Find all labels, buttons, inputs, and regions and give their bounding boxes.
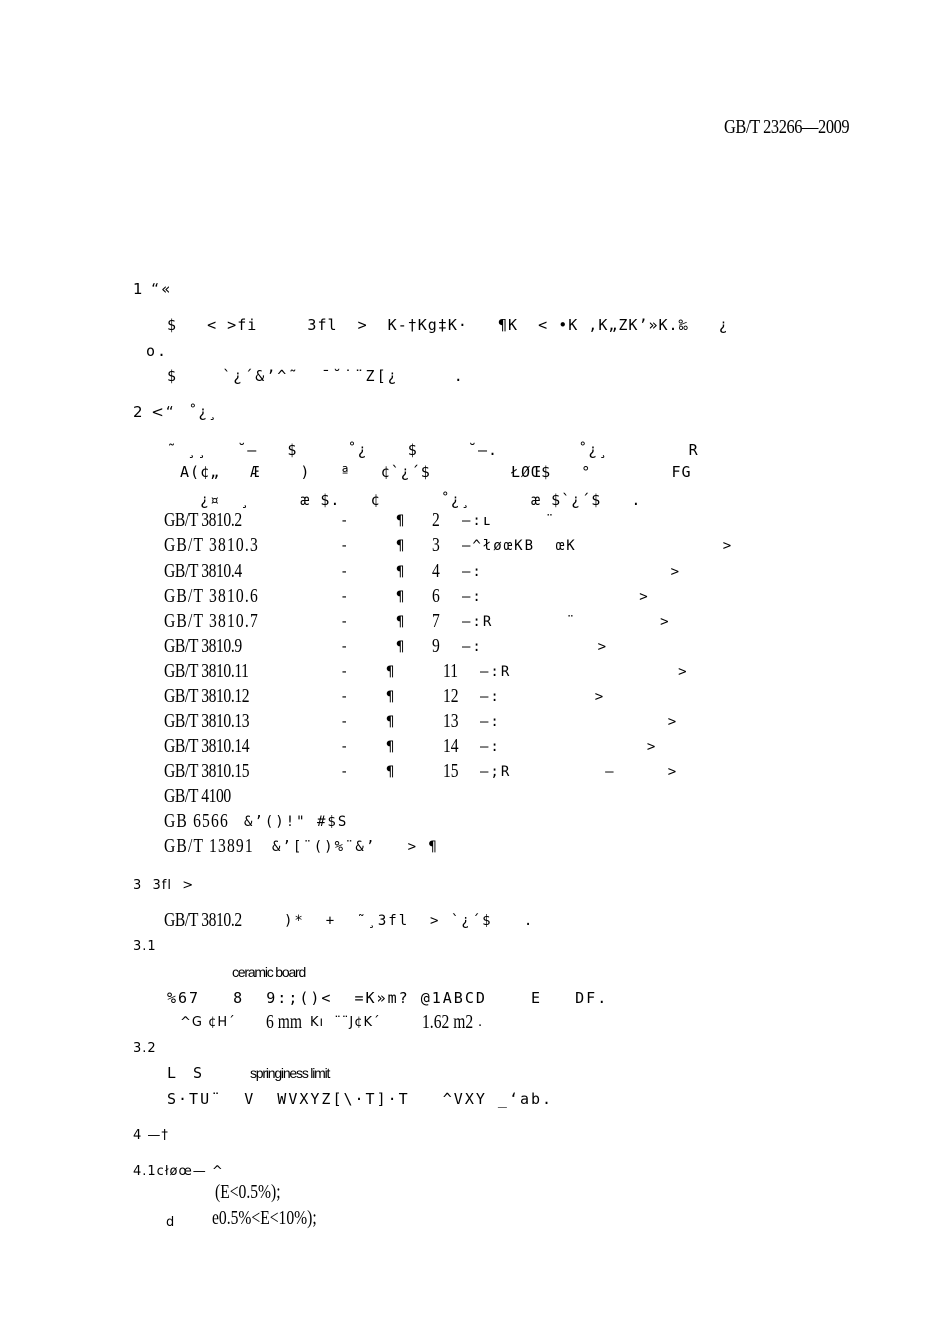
reference-title: —:ʟ ¨ bbox=[462, 513, 556, 529]
section-1-line-2: o. bbox=[146, 342, 169, 360]
reference-part: 13 bbox=[443, 710, 459, 732]
reference-dash: - bbox=[340, 664, 351, 680]
reference-part: 3 bbox=[432, 534, 440, 556]
reference-title: —: > bbox=[480, 714, 679, 730]
reference-code: GB/T 3810.6 bbox=[164, 585, 259, 607]
classification-item-2-prefix: d bbox=[166, 1215, 176, 1230]
reference-dash: - bbox=[340, 639, 351, 655]
reference-part: 6 bbox=[432, 585, 440, 607]
reference-dash: - bbox=[340, 739, 351, 755]
section-4-heading: 4 —† bbox=[133, 1128, 169, 1143]
reference-code: GB/T 3810.11 bbox=[164, 660, 249, 682]
term-definition-end: . bbox=[478, 1015, 484, 1030]
reference-dash: - bbox=[340, 689, 351, 705]
reference-dash: - bbox=[340, 513, 351, 529]
reference-code: GB/T 3810.15 bbox=[164, 760, 250, 782]
section-3-heading: 3 3fl > bbox=[133, 878, 195, 893]
reference-dash: - bbox=[340, 614, 351, 630]
term-definition-2b: Kı ¨¨J¢K´ bbox=[310, 1015, 381, 1030]
section-3-intro-code: GB/T 3810.2 bbox=[164, 909, 242, 931]
section-1-line-1: $ < >fi 3fl > K‐†Kg‡K· ¶K < •K ,K„ZK’»K.‰ ¿ bbox=[167, 316, 729, 334]
reference-code: GB/T 3810.4 bbox=[164, 560, 242, 582]
reference-code: GB/T 3810.2 bbox=[164, 509, 242, 531]
reference-part: 2 bbox=[432, 509, 440, 531]
reference-part: 14 bbox=[443, 735, 459, 757]
reference-title: —: > bbox=[480, 689, 606, 705]
reference-para: ¶ bbox=[396, 639, 407, 655]
reference-dash: - bbox=[340, 764, 351, 780]
reference-code: GB/T 3810.9 bbox=[164, 635, 242, 657]
term-definition-2a: ^G ¢H´ bbox=[180, 1015, 236, 1030]
reference-part: 7 bbox=[432, 610, 440, 632]
reference-part: 15 bbox=[443, 760, 459, 782]
section-2-intro-1: ˜ ¸¸ ˘— $ ˚¿ $ ˘—. ˚¿¸ R bbox=[167, 441, 699, 459]
term-definition: S·TU¨ V WVXYZ[\·T]·T ^VXY _‘ab. bbox=[167, 1090, 554, 1108]
reference-para: ¶ bbox=[386, 689, 397, 705]
reference-code: GB/T 3810.3 bbox=[164, 534, 259, 556]
reference-title: —: > bbox=[462, 639, 609, 655]
classification-item-1: (E<0.5%); bbox=[215, 1181, 281, 1203]
term-definition-1: %67 8 9:;()< =K»m? @1ABCD E DF. bbox=[167, 989, 609, 1007]
classification-item-2: e0.5%<E<10%); bbox=[212, 1207, 317, 1229]
reference-code: GB/T 3810.13 bbox=[164, 710, 250, 732]
reference-title: —:R ¨ > bbox=[462, 614, 671, 630]
reference-part: 11 bbox=[443, 660, 459, 682]
reference-part: 9 bbox=[432, 635, 440, 657]
term-value-thickness: 6 mm bbox=[266, 1011, 302, 1033]
subsection-4-1-heading: 4.1cłøœ— ^ bbox=[133, 1164, 224, 1179]
section-1-line-3: $ `¿´&’^˜ ¯˘˙¨Z[¿ . bbox=[167, 367, 465, 385]
reference-part: 4 bbox=[432, 560, 440, 582]
reference-para: ¶ bbox=[396, 614, 407, 630]
reference-title: —: > bbox=[462, 589, 650, 605]
term-english: springiness limit bbox=[250, 1065, 330, 1081]
reference-title: —:R > bbox=[480, 664, 689, 680]
reference-title: —: > bbox=[462, 564, 682, 580]
reference-dash: - bbox=[340, 589, 351, 605]
term-number: 3.2 bbox=[133, 1041, 157, 1056]
term-value-area: 1.62 m2 bbox=[422, 1011, 474, 1033]
reference-para: ¶ bbox=[396, 564, 407, 580]
reference-title: —;R — > bbox=[480, 764, 679, 780]
reference-para: ¶ bbox=[386, 714, 397, 730]
reference-code: GB/T 3810.14 bbox=[164, 735, 250, 757]
reference-code: GB/T 4100 bbox=[164, 785, 231, 807]
reference-dash: - bbox=[340, 714, 351, 730]
section-2-heading: 2 <“ ˚¿¸ bbox=[133, 403, 219, 421]
reference-title: —: > bbox=[480, 739, 658, 755]
reference-part: 12 bbox=[443, 685, 459, 707]
standard-code: GB/T 23266—2009 bbox=[724, 116, 850, 138]
reference-code: GB 6566 bbox=[164, 810, 229, 832]
reference-code: GB/T 3810.7 bbox=[164, 610, 259, 632]
reference-code: GB/T 3810.12 bbox=[164, 685, 250, 707]
reference-para: ¶ bbox=[386, 739, 397, 755]
term-chinese: L S bbox=[167, 1064, 207, 1082]
section-2-intro-2: A(¢„ Æ ) ª ¢`¿´$ ŁØŒ$ ° FG bbox=[180, 463, 692, 481]
reference-code: GB/T 13891 bbox=[164, 835, 254, 857]
section-3-intro-text: )* + ˜¸3fl > `¿´$ . bbox=[284, 913, 535, 929]
reference-title: &’()!" #$S bbox=[244, 814, 349, 830]
reference-para: ¶ bbox=[396, 513, 407, 529]
term-number: 3.1 bbox=[133, 939, 157, 954]
reference-dash: - bbox=[340, 564, 351, 580]
reference-title: —^łøœKB œK > bbox=[462, 538, 734, 554]
term-english: ceramic board bbox=[232, 964, 306, 980]
reference-dash: - bbox=[340, 538, 351, 554]
section-2-intro-3: ¿¤ ¸ æ $. ¢ ˚¿¸ æ $`¿´$ . bbox=[200, 491, 642, 509]
reference-title: &’[¨()%¨&’ > ¶ bbox=[272, 839, 439, 855]
section-1-heading: 1 “« bbox=[133, 280, 173, 298]
reference-para: ¶ bbox=[396, 589, 407, 605]
reference-para: ¶ bbox=[386, 664, 397, 680]
reference-para: ¶ bbox=[386, 764, 397, 780]
reference-para: ¶ bbox=[396, 538, 407, 554]
